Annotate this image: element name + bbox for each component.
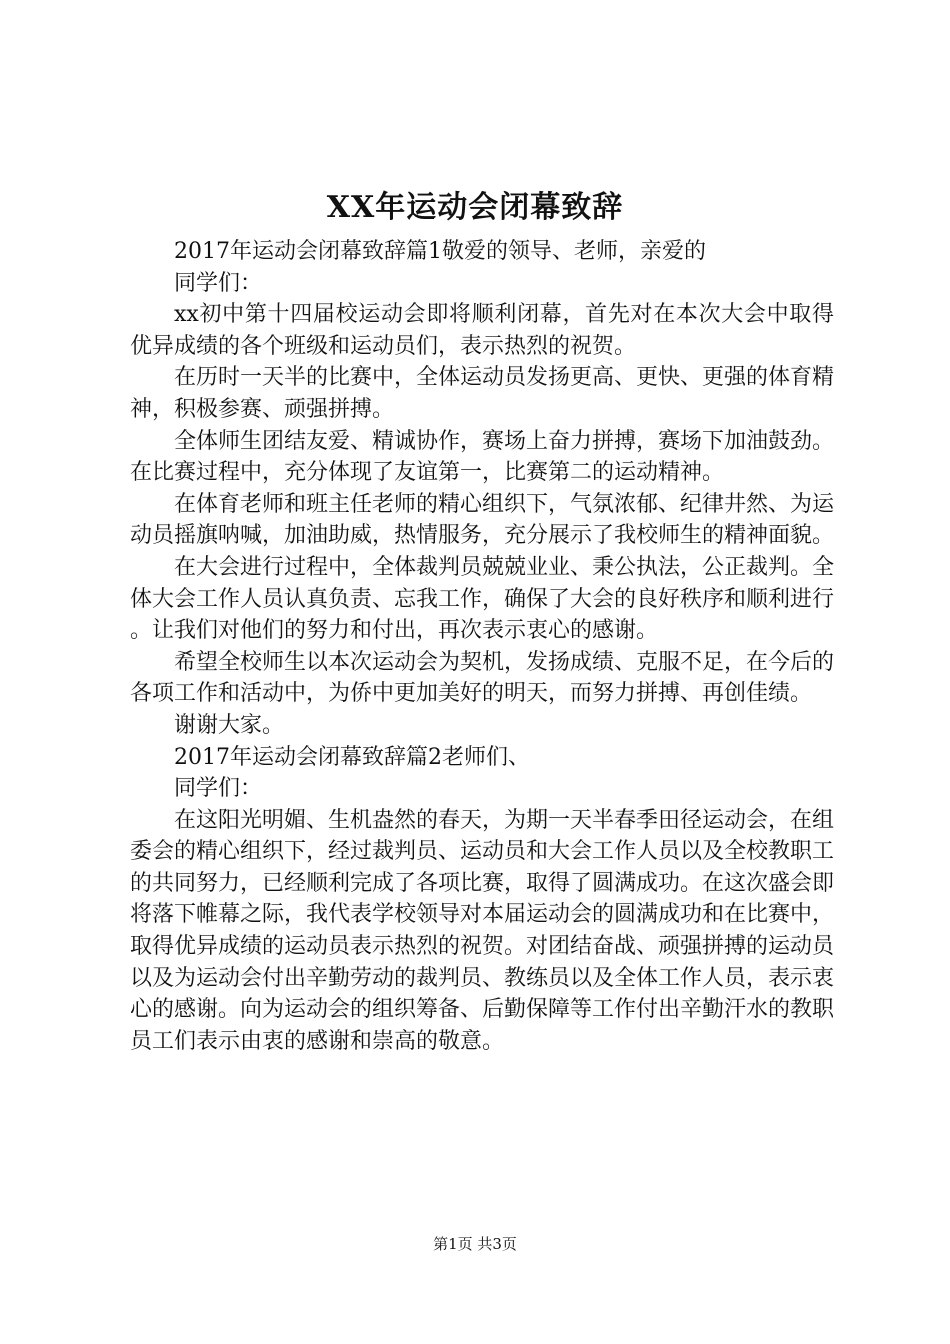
paragraph: 在历时一天半的比赛中，全体运动员发扬更高、更快、更强的体育精神，积极参赛、顽强拼搏。 <box>130 365 835 422</box>
page-number: 第1页 共3页 <box>433 1235 517 1253</box>
document-body <box>130 236 834 1057</box>
page-title: XX年运动会闭幕致辞 <box>326 190 624 225</box>
paragraph: 在这阳光明媚、生机盎然的春天，为期一天半春季田径运动会，在组委会的精心组织下，经过裁判员、运动员和大会工作人员以及全校教职工的共同努力，已经顺利完成了各项比赛，取得了圆满成功。在这次盛会即将落下帷幕之际，我代表学校领导对本届运动会的圆满成功和在比赛中，取得优异成绩的运动员表示热烈的祝贺。对团结奋战、顽强拼搏的运动员以及为运动会付出辛勤劳动的裁判员、教练员以及全体工作人员，表示衷心的感谢。向为运动会的组织筹备、后勤保障等工作付出辛勤汗水的教职员工们表示由衷的感谢和崇高的敬意。 <box>130 807 835 1054</box>
paragraph: xx初中第十四届校运动会即将顺利闭幕，首先对在本次大会中取得优异成绩的各个班级和运动员们，表示热烈的祝贺。 <box>130 302 834 359</box>
paragraph: 希望全校师生以本次运动会为契机，发扬成绩、克服不足，在今后的各项工作和活动中，为侨中更加美好的明天，而努力拼搏、再创佳绩。 <box>130 649 835 707</box>
paragraph: 2017年运动会闭幕致辞篇2老师们、 <box>174 744 530 770</box>
paragraph: 谢谢大家。 <box>174 712 285 738</box>
paragraph: 在大会进行过程中，全体裁判员兢兢业业、秉公执法，公正裁判。全体大会工作人员认真负责、忘我工作，确保了大会的良好秩序和顺利进行。让我们对他们的努力和付出，再次表示衷心的感谢。 <box>130 554 835 644</box>
paragraph: 同学们： <box>174 776 263 802</box>
paragraph: 全体师生团结友爱、精诚协作，赛场上奋力拼搏，赛场下加油鼓劲。在比赛过程中，充分体现了友谊第一，比赛第二的运动精神。 <box>130 428 835 486</box>
paragraph: 同学们： <box>174 270 263 296</box>
paragraph: 2017年运动会闭幕致辞篇1敬爱的领导、老师，亲爱的 <box>174 239 706 264</box>
paragraph: 在体育老师和班主任老师的精心组织下，气氛浓郁、纪律井然、为运动员摇旗呐喊，加油助威，热情服务，充分展示了我校师生的精神面貌。 <box>130 491 835 549</box>
